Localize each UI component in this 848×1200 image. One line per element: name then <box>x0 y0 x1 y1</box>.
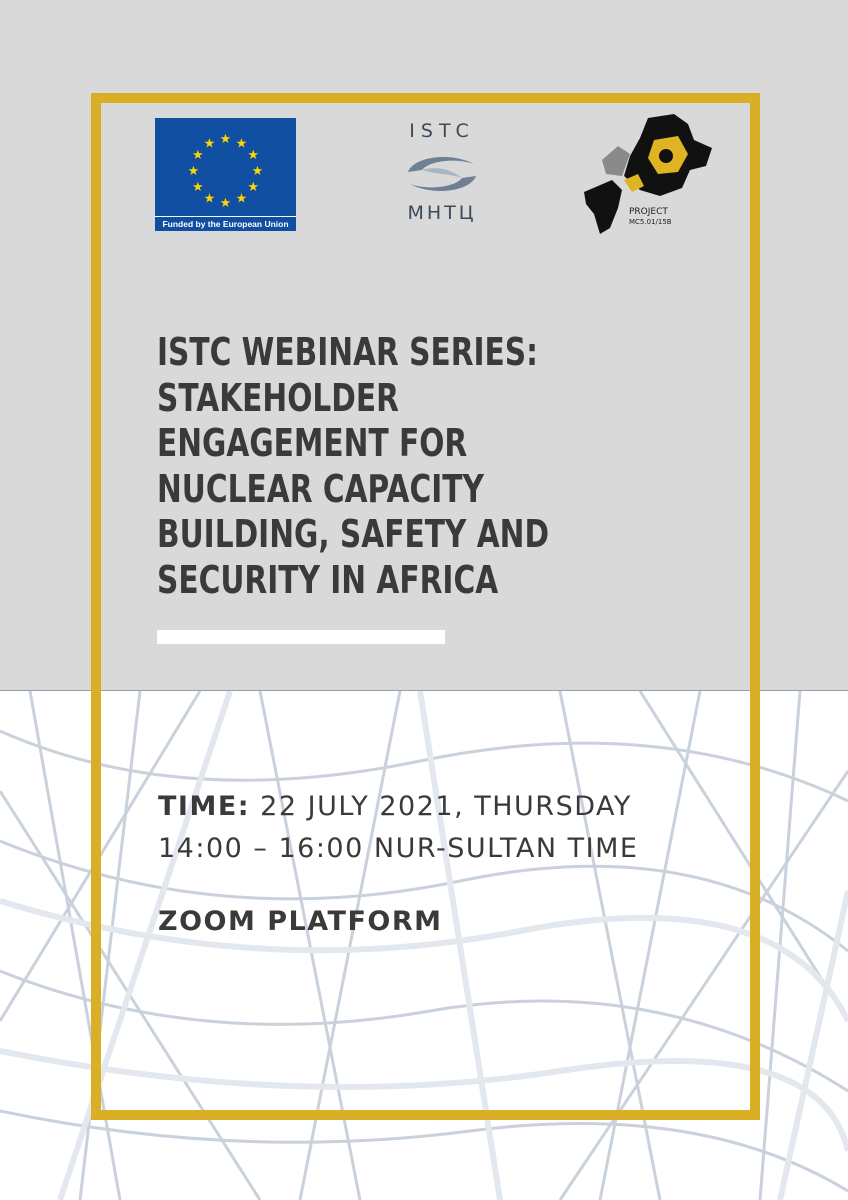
istc-logo <box>392 116 492 232</box>
svg-text:★: ★ <box>219 196 232 211</box>
svg-text:★: ★ <box>187 164 200 179</box>
title-line: STAKEHOLDER <box>157 375 399 420</box>
project-label-line2: MC5.01/15B <box>629 218 672 226</box>
svg-text:★: ★ <box>203 191 216 207</box>
event-platform: ZOOM PLATFORM <box>158 906 443 937</box>
project-label <box>629 207 672 227</box>
title-line: BUILDING, SAFETY AND <box>157 512 550 556</box>
svg-text:★: ★ <box>191 180 204 195</box>
istc-logo-cyrillic-text: МНТЦ <box>407 202 477 224</box>
event-time-info <box>158 786 638 870</box>
event-hours: 14:00 – 16:00 NUR-SULTAN TIME <box>158 833 639 864</box>
title-underline <box>157 630 445 644</box>
svg-text:★: ★ <box>203 136 216 152</box>
title-line: SECURITY IN AFRICA <box>157 557 499 602</box>
gold-frame <box>91 93 760 1120</box>
eu-flag-icon <box>155 118 296 216</box>
svg-text:★: ★ <box>235 136 248 152</box>
svg-text:★: ★ <box>251 164 264 179</box>
project-logo <box>578 110 718 240</box>
istc-swirl-icon <box>400 150 484 198</box>
project-label-line1: PROJECT <box>629 207 668 217</box>
istc-logo-text: ISTC <box>409 120 475 142</box>
svg-text:★: ★ <box>235 191 248 207</box>
webinar-title <box>157 330 550 603</box>
event-date-line <box>158 786 638 828</box>
svg-text:★: ★ <box>219 132 232 147</box>
time-label: TIME: <box>158 791 251 822</box>
title-line: NUCLEAR CAPACITY <box>157 466 484 511</box>
eu-logo <box>155 118 296 231</box>
svg-text:★: ★ <box>247 148 260 163</box>
title-line: ENGAGEMENT FOR <box>157 421 468 465</box>
event-date: 22 JULY 2021, THURSDAY <box>260 791 632 822</box>
svg-text:★: ★ <box>191 148 204 163</box>
eu-funding-caption: Funded by the European Union <box>155 216 296 231</box>
svg-text:★: ★ <box>247 180 260 195</box>
title-line: ISTC WEBINAR SERIES: <box>157 330 539 374</box>
